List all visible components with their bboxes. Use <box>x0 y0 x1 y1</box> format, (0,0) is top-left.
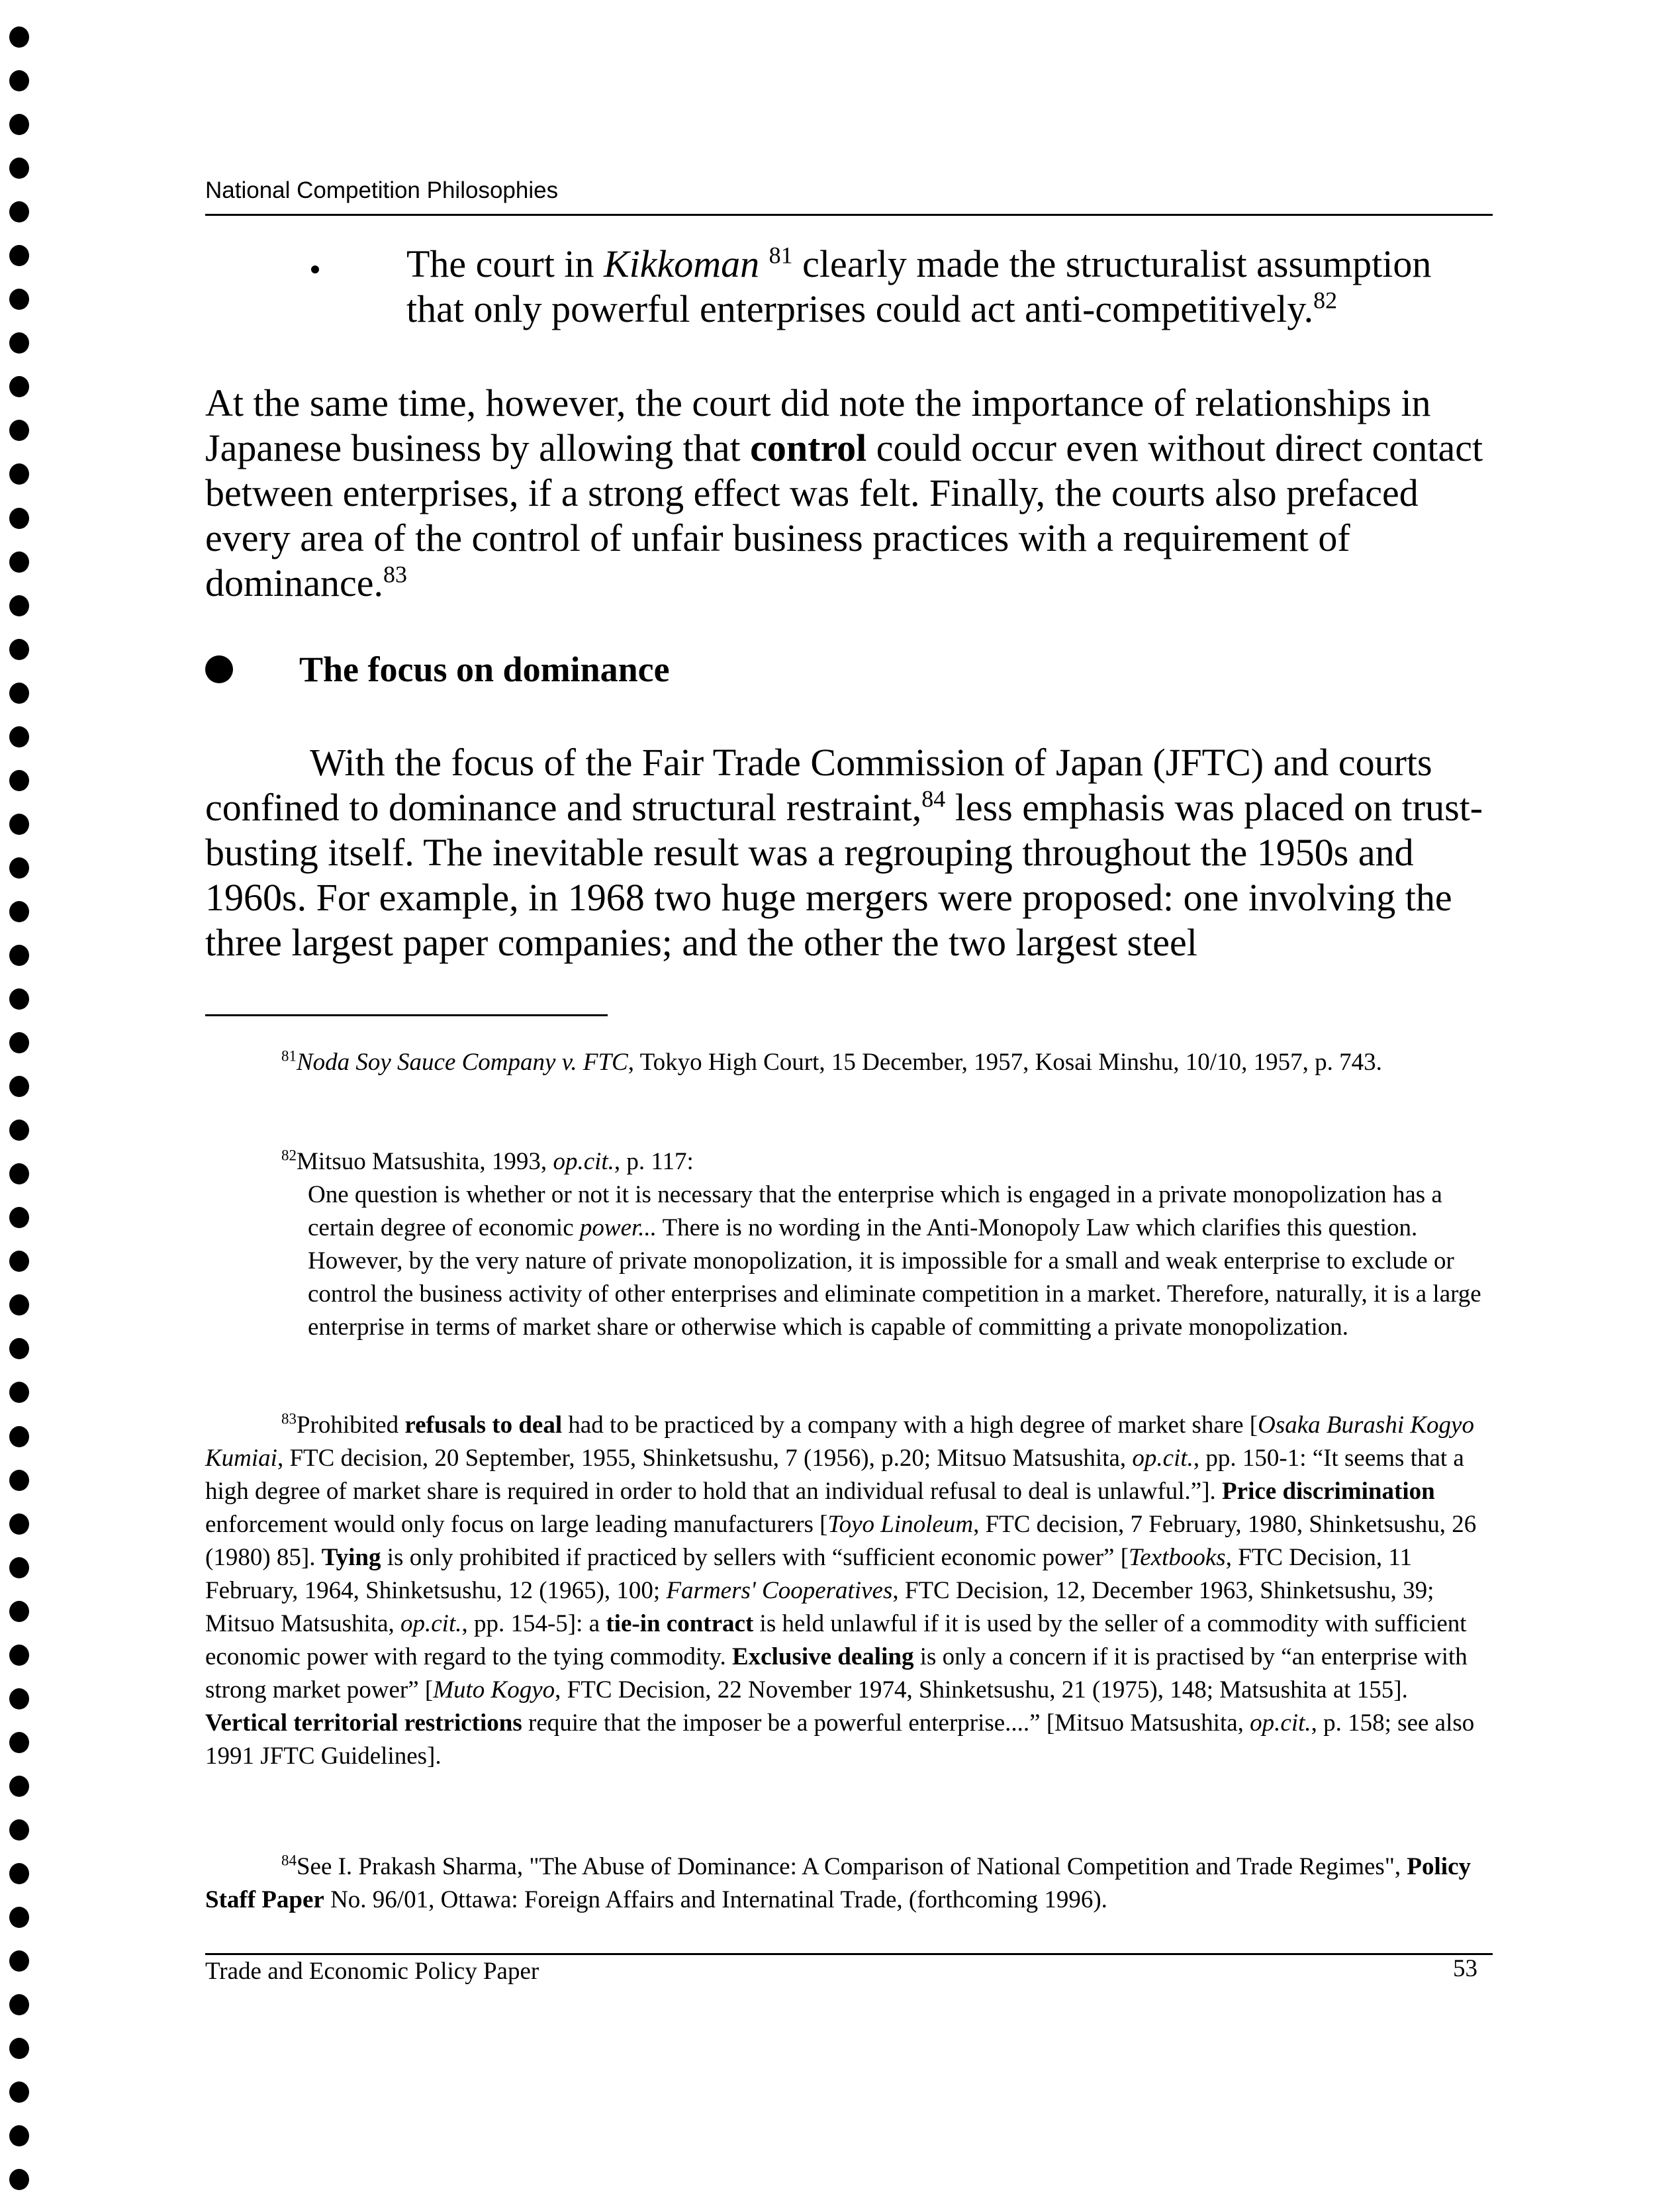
running-footer: Trade and Economic Policy Paper <box>205 1958 539 1985</box>
binder-hole-icon <box>9 770 29 791</box>
binder-hole-icon <box>9 26 29 48</box>
bullet-item <box>311 242 1489 332</box>
bold-term: control <box>750 426 867 469</box>
footnote-ref: 83 <box>383 561 407 588</box>
binder-hole-icon <box>9 289 29 310</box>
binder-hole-icon <box>9 1163 29 1184</box>
binder-hole-icon <box>9 420 29 441</box>
binder-hole-icon <box>9 463 29 485</box>
header-rule <box>205 214 1493 216</box>
section-heading: The focus on dominance <box>205 649 670 690</box>
case-name: Kikkoman <box>603 242 760 285</box>
binder-hole-icon <box>9 726 29 747</box>
footer-rule <box>205 1953 1493 1955</box>
binder-hole-icon <box>9 2169 29 2190</box>
binder-hole-icon <box>9 551 29 573</box>
binder-hole-icon <box>9 1732 29 1753</box>
binder-hole-icon <box>9 1207 29 1228</box>
binder-hole-icon <box>9 814 29 835</box>
footnote-rule <box>205 1014 608 1016</box>
binder-hole-icon <box>9 1294 29 1316</box>
binder-hole-icon <box>9 1251 29 1272</box>
footnote-ref: 82 <box>1313 287 1338 314</box>
binder-hole-icon <box>9 639 29 660</box>
binder-hole-icon <box>9 2125 29 2146</box>
binder-hole-icon <box>9 901 29 922</box>
binder-hole-icon <box>9 1907 29 1928</box>
binder-hole-icon <box>9 1950 29 1972</box>
paragraph-2: With the focus of the Fair Trade Commission of Japan (JFTC) and courts confined to dominance and structural restraint,$^{84}$ less emphasis was placed on trust-busting itself. The inevitable result was a regrouping throughout the 1950s and 1960s. For example, in 1968 two huge mergers were proposed: one involving the three largest paper companies; and the other the two largest steel <box>205 741 1483 964</box>
binder-hole-icon <box>9 245 29 266</box>
footnote-ref: 81 <box>769 242 793 269</box>
bullet-dot-icon <box>311 265 319 273</box>
binder-hole-icon <box>9 1513 29 1535</box>
binder-hole-icon <box>9 683 29 704</box>
page-number: 53 <box>1453 1955 1477 1982</box>
binder-hole-icon <box>9 201 29 222</box>
footnote-82: $^{82}$Mitsuo Matsushita, 1993, op.cit., p. 117: One question is whether or not it is necessary that the enterprise which is engaged in a private monopolization has a certain degree of economic power... There is no wording in the Anti-Monopoly Law which clarifies this question. However, by the very nature of private monopolization, it is impossible for a small and weak enterprise to exclude or control the business activity of other enterprises and eliminate competition in a market. Therefore, naturally, it is a large enterprise in terms of market share or otherwise which is capable of committing a private monopolization. <box>205 1145 1493 1344</box>
binder-hole-icon <box>9 988 29 1010</box>
binder-hole-icon <box>9 332 29 354</box>
bullet-text: The court in Kikkoman $^{81}$ clearly made the structuralist assumption that only powerful enterprises could act anti-competitively.$^{82}$ <box>406 242 1432 330</box>
binder-hole-icon <box>9 1776 29 1797</box>
footnote-84: $^{84}$See I. Prakash Sharma, "The Abuse of Dominance: A Comparison of National Competition and Trade Regimes", Policy Staff Paper No. 96/01, Ottawa: Foreign Affairs and Internatinal Trade, (forthcoming 1996). <box>205 1852 1471 1913</box>
binder-hole-icon <box>9 508 29 529</box>
binder-holes <box>9 0 32 2204</box>
binder-hole-icon <box>9 1557 29 1578</box>
binder-hole-icon <box>9 158 29 179</box>
running-header: National Competition Philosophies <box>205 177 559 203</box>
binder-hole-icon <box>9 1863 29 1884</box>
paragraph-1: At the same time, however, the court did note the importance of relationships in Japanese business by allowing that control could occur even without direct contact between enterprises, if a strong effect was felt. Finally, the courts also prefaced every area of the control of unfair business practices with a requirement of dominance.$^{83}$ <box>205 381 1483 604</box>
section-bullet-icon <box>205 655 233 683</box>
block-quote: One question is whether or not it is necessary that the enterprise which is engaged in a private monopolization has a certain degree of economic power... There is no wording in the Anti-Monopoly Law which clarifies this question. However, by the very nature of private monopolization, it is impossible for a small and weak enterprise to exclude or control the business activity of other enterprises and eliminate competition in a market. Therefore, naturally, it is a large enterprise in terms of market share or otherwise which is capable of committing a private monopolization. <box>308 1181 1481 1341</box>
binder-hole-icon <box>9 1338 29 1359</box>
binder-hole-icon <box>9 70 29 91</box>
binder-hole-icon <box>9 1120 29 1141</box>
binder-hole-icon <box>9 1076 29 1097</box>
binder-hole-icon <box>9 595 29 616</box>
footnote-ref: 84 <box>921 785 946 812</box>
binder-hole-icon <box>9 945 29 966</box>
binder-hole-icon <box>9 857 29 879</box>
binder-hole-icon <box>9 1819 29 1841</box>
footnote-83: $^{83}$Prohibited refusals to deal had to be practiced by a company with a high degree of market share [Osaka Burashi Kogyo Kumiai, FTC decision, 20 September, 1955, Shinketsushu, 7 (1956), p.20; Mitsuo Matsushita, op.cit., pp. 150-1: “It seems that a high degree of market share is required in order to hold that an individual refusal to deal is unlawful.”]. Price discrimination enforcement would only focus on large leading manufacturers [Toyo Linoleum, FTC decision, 7 February, 1980, Shinketsushu, 26 (1980) 85]. Tying is only prohibited if practiced by sellers with “sufficient economic power” [Textbooks, FTC Decision, 11 February, 1964, Shinketsushu, 12 (1965), 100; Farmers' Cooperatives, FTC Decision, 12, December 1963, Shinketsushu, 39; Mitsuo Matsushita, op.cit., pp. 154-5]: a tie-in contract is held unlawful if it is used by the seller of a commodity with sufficient economic power with regard to the tying commodity. Exclusive dealing is only a concern if it is practised by “an enterprise with strong market power” [Muto Kogyo, FTC Decision, 22 November 1974, Shinketsushu, 21 (1975), 148; Matsushita at 155]. Vertical territorial restrictions require that the imposer be a powerful enterprise....” [Mitsuo Matsushita, op.cit., p. 158; see also 1991 JFTC Guidelines]. <box>205 1410 1477 1770</box>
binder-hole-icon <box>9 1994 29 2015</box>
footnote-81: $^{81}$Noda Soy Sauce Company v. FTC, Tokyo High Court, 15 December, 1957, Kosai Minshu, 10/10, 1957, p. 743. <box>281 1047 1382 1076</box>
binder-hole-icon <box>9 1645 29 1666</box>
binder-hole-icon <box>9 1382 29 1403</box>
binder-hole-icon <box>9 376 29 397</box>
binder-hole-icon <box>9 1601 29 1622</box>
binder-hole-icon <box>9 1032 29 1053</box>
binder-hole-icon <box>9 1688 29 1709</box>
binder-hole-icon <box>9 2038 29 2059</box>
binder-hole-icon <box>9 114 29 135</box>
binder-hole-icon <box>9 2082 29 2103</box>
binder-hole-icon <box>9 1470 29 1491</box>
binder-hole-icon <box>9 1426 29 1447</box>
